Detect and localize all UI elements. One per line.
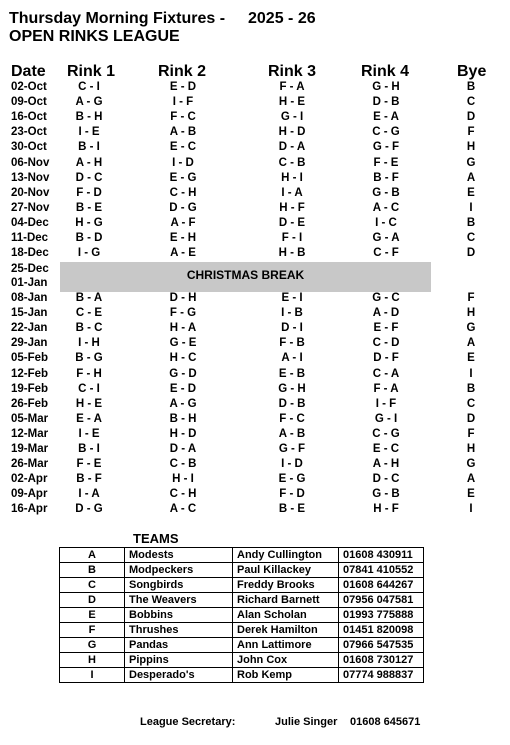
fixture-rink-2: C - B [169, 458, 197, 471]
team-name: Songbirds [125, 578, 233, 593]
fixture-rink-3: H - F [279, 201, 305, 214]
team-name: Modests [125, 548, 233, 563]
fixture-rink-1: A - G [75, 96, 103, 109]
team-letter: B [60, 563, 125, 578]
fixture-rink-4: C - D [372, 337, 400, 350]
fixture-date: 19-Mar [11, 443, 49, 455]
header-rink-3: Rink 3 [268, 63, 317, 80]
team-contact: Freddy Brooks [233, 578, 339, 593]
team-name: The Weavers [125, 593, 233, 608]
fixture-date: 16-Oct [11, 111, 47, 124]
fixture-rink-2: E - D [169, 382, 197, 395]
team-contact: Alan Scholan [233, 608, 339, 623]
fixture-rink-3: F - D [279, 488, 305, 501]
fixture-rink-3: G - H [278, 382, 306, 395]
fixture-bye: C [466, 232, 476, 244]
fixture-bye: E [467, 186, 475, 199]
fixture-rink-3: H - D [278, 126, 306, 139]
team-letter: A [60, 548, 125, 563]
team-contact: Andy Cullington [233, 548, 339, 563]
fixture-date: 26-Mar [11, 458, 49, 471]
fixture-rink-4: G - C [372, 292, 400, 304]
fixture-date: 26-Feb [11, 397, 49, 410]
fixture-rink-4: E - A [373, 111, 399, 124]
fixture-rink-4: C - A [372, 367, 400, 380]
header-bye: Bye [457, 63, 487, 80]
team-name: Desperado's [125, 668, 233, 683]
fixture-date: 09-Apr [11, 488, 48, 501]
fixture-rink-1: I - G [77, 247, 101, 260]
fixture-rink-1: H - E [75, 397, 103, 410]
team-row [60, 653, 424, 668]
fixture-bye: A [466, 337, 476, 350]
fixture-rink-2: F - G [169, 307, 197, 320]
team-contact: Derek Hamilton [233, 623, 339, 638]
team-letter: I [60, 668, 125, 683]
team-letter: C [60, 578, 125, 593]
fixture-bye: F [467, 126, 475, 139]
season-label: 2025 - 26 [248, 10, 316, 27]
fixture-rink-1: I - H [78, 337, 100, 350]
fixture-rink-1: E - A [76, 412, 102, 425]
fixture-rink-1: B - I [78, 443, 100, 455]
fixture-rink-4: F - A [373, 382, 399, 395]
team-name: Pippins [125, 653, 233, 668]
fixture-rink-3: E - G [278, 473, 306, 486]
fixture-bye: F [467, 427, 475, 440]
fixture-bye: A [466, 171, 476, 184]
fixture-date: 04-Dec [11, 216, 49, 229]
fixture-rink-4: C - G [372, 427, 400, 440]
fixture-bye: G [466, 322, 476, 335]
fixture-rink-2: C - H [169, 186, 197, 199]
fixture-date: 22-Jan [11, 322, 48, 335]
fixture-rink-4: D - F [373, 352, 399, 365]
team-contact: John Cox [233, 653, 339, 668]
fixture-rink-4: I - F [375, 397, 397, 410]
team-letter: E [60, 608, 125, 623]
fixture-rink-2: A - E [170, 247, 196, 260]
fixture-date: 12-Mar [11, 427, 49, 440]
fixture-rink-4: E - C [372, 443, 400, 455]
fixture-rink-1: H - G [75, 216, 103, 229]
league-name: OPEN RINKS LEAGUE [9, 28, 180, 45]
fixture-rink-1: F - D [76, 186, 102, 199]
team-row [60, 578, 424, 593]
fixture-rink-2: B - H [169, 412, 197, 425]
team-name: Pandas [125, 638, 233, 653]
team-row [60, 668, 424, 683]
fixture-bye: D [466, 247, 476, 260]
fixture-rink-2: D - G [169, 201, 197, 214]
fixture-date: 12-Feb [11, 367, 49, 380]
teams-heading: TEAMS [133, 531, 179, 546]
fixture-rink-3: H - E [278, 96, 306, 109]
team-phone: 01608 430911 [339, 548, 424, 563]
fixture-date: 05-Feb [11, 352, 49, 365]
fixture-date: 30-Oct [11, 141, 47, 154]
fixture-rink-4: H - F [373, 503, 399, 516]
fixture-rink-2: D - A [169, 443, 197, 455]
fixture-rink-1: B - I [78, 141, 100, 154]
fixture-rink-3: D - E [278, 216, 306, 229]
team-phone: 07966 547535 [339, 638, 424, 653]
fixture-rink-2: H - A [169, 322, 197, 335]
team-row [60, 563, 424, 578]
fixture-rink-2: D - H [169, 292, 197, 304]
fixture-rink-3: F - I [281, 232, 303, 244]
fixture-rink-3: F - B [279, 337, 305, 350]
fixture-rink-4: F - E [373, 156, 399, 169]
fixture-rink-2: E - G [169, 171, 197, 184]
fixture-rink-4: A - H [372, 458, 400, 471]
fixture-rink-3: G - I [280, 111, 304, 124]
teams-table [59, 547, 424, 683]
fixture-rink-2: I - F [172, 96, 194, 109]
fixture-rink-3: D - B [278, 397, 306, 410]
fixture-date: 06-Nov [11, 156, 50, 169]
team-phone: 01608 644267 [339, 578, 424, 593]
fixture-rink-2: A - C [169, 503, 197, 516]
fixture-bye: H [466, 443, 476, 455]
footer-label: League Secretary: [140, 716, 236, 728]
fixture-rink-2: A - G [169, 397, 197, 410]
fixture-bye: B [466, 216, 476, 229]
team-letter: G [60, 638, 125, 653]
fixture-bye: E [467, 352, 475, 365]
fixture-rink-4: C - F [373, 247, 399, 260]
fixture-date: 23-Oct [11, 126, 47, 139]
fixture-rink-3: A - I [281, 352, 303, 365]
break-date: 25-Dec [11, 263, 49, 275]
fixture-rink-3: F - A [279, 81, 305, 93]
team-letter: F [60, 623, 125, 638]
fixture-rink-2: G - D [169, 367, 197, 380]
fixture-bye: I [469, 201, 473, 214]
fixture-bye: B [466, 382, 476, 395]
fixture-rink-1: C - E [75, 307, 103, 320]
fixture-rink-3: I - B [281, 307, 303, 320]
fixture-rink-2: H - D [169, 427, 197, 440]
fixture-rink-3: H - B [278, 247, 306, 260]
team-row [60, 593, 424, 608]
fixture-rink-1: D - C [75, 171, 103, 184]
fixture-rink-1: A - H [75, 156, 103, 169]
fixture-bye: I [469, 367, 473, 380]
fixture-rink-2: I - D [172, 156, 194, 169]
fixture-date: 20-Nov [11, 186, 50, 199]
fixture-date: 02-Oct [11, 81, 47, 93]
fixture-rink-3: E - I [281, 292, 303, 304]
team-name: Bobbins [125, 608, 233, 623]
fixture-rink-2: A - F [170, 216, 196, 229]
fixture-rink-2: E - D [169, 81, 197, 93]
team-phone: 07774 988837 [339, 668, 424, 683]
team-name: Modpeckers [125, 563, 233, 578]
fixture-rink-3: A - B [278, 427, 306, 440]
team-letter: H [60, 653, 125, 668]
fixture-bye: E [467, 488, 475, 501]
team-phone: 01993 775888 [339, 608, 424, 623]
fixture-bye: G [466, 156, 476, 169]
fixture-date: 16-Apr [11, 503, 48, 516]
fixture-date: 11-Dec [11, 232, 49, 244]
fixture-rink-3: B - E [278, 503, 306, 516]
team-contact: Richard Barnett [233, 593, 339, 608]
fixture-bye: H [466, 307, 476, 320]
fixture-rink-4: B - F [373, 171, 399, 184]
fixture-rink-3: F - C [279, 412, 305, 425]
fixture-rink-2: C - H [169, 488, 197, 501]
team-letter: D [60, 593, 125, 608]
team-row [60, 608, 424, 623]
fixture-rink-1: I - E [78, 126, 100, 139]
document-title: Thursday Morning Fixtures - [9, 10, 226, 27]
fixture-bye: I [469, 503, 473, 516]
fixture-rink-1: B - A [75, 292, 103, 304]
fixture-rink-2: H - I [172, 473, 194, 486]
team-phone: 01608 730127 [339, 653, 424, 668]
fixture-rink-1: D - G [75, 503, 103, 516]
fixture-rink-4: G - B [372, 186, 400, 199]
header-rink-2: Rink 2 [158, 63, 207, 80]
fixture-date: 18-Dec [11, 247, 49, 260]
header-rink-4: Rink 4 [361, 63, 410, 80]
fixture-date: 29-Jan [11, 337, 48, 350]
fixture-rink-2: H - C [169, 352, 197, 365]
header-date: Date [11, 63, 46, 80]
fixture-rink-4: E - F [373, 322, 399, 335]
fixture-rink-4: D - C [372, 473, 400, 486]
footer-phone: 01608 645671 [350, 716, 421, 728]
fixture-rink-1: B - F [76, 473, 102, 486]
fixture-rink-3: C - B [278, 156, 306, 169]
team-contact: Paul Killackey [233, 563, 339, 578]
fixture-bye: C [466, 397, 476, 410]
fixture-rink-4: G - B [372, 488, 400, 501]
team-phone: 07956 047581 [339, 593, 424, 608]
team-row [60, 638, 424, 653]
team-phone: 01451 820098 [339, 623, 424, 638]
fixture-rink-1: B - D [75, 232, 103, 244]
team-contact: Ann Lattimore [233, 638, 339, 653]
fixture-rink-3: I - A [281, 186, 303, 199]
fixture-rink-1: B - H [75, 111, 103, 124]
fixture-rink-1: C - I [78, 81, 100, 93]
team-phone: 07841 410552 [339, 563, 424, 578]
fixture-bye: D [466, 412, 476, 425]
fixture-rink-3: D - I [281, 322, 303, 335]
fixture-rink-1: B - C [75, 322, 103, 335]
fixture-rink-3: D - A [278, 141, 306, 154]
fixture-rink-4: D - B [372, 96, 400, 109]
fixture-rink-2: A - B [169, 126, 197, 139]
fixture-date: 09-Oct [11, 96, 47, 109]
fixture-rink-4: C - G [372, 126, 400, 139]
fixture-date: 02-Apr [11, 473, 48, 486]
fixture-rink-3: G - F [278, 443, 306, 455]
fixture-bye: H [466, 141, 476, 154]
fixture-rink-2: E - C [169, 141, 197, 154]
fixture-rink-1: F - E [76, 458, 102, 471]
fixture-rink-2: F - C [170, 111, 196, 124]
fixture-bye: A [466, 473, 476, 486]
fixture-rink-4: G - I [374, 412, 398, 425]
fixture-date: 08-Jan [11, 292, 48, 304]
team-row [60, 623, 424, 638]
fixture-bye: B [466, 81, 476, 93]
fixture-date: 27-Nov [11, 201, 50, 214]
christmas-break-banner: CHRISTMAS BREAK [60, 262, 431, 292]
fixture-date: 19-Feb [11, 382, 49, 395]
fixture-rink-1: C - I [78, 382, 100, 395]
fixture-bye: G [466, 458, 476, 471]
fixture-rink-4: G - H [372, 81, 400, 93]
team-contact: Rob Kemp [233, 668, 339, 683]
fixture-rink-2: G - E [169, 337, 197, 350]
fixture-rink-1: B - G [75, 352, 103, 365]
fixture-date: 05-Mar [11, 412, 49, 425]
team-row [60, 548, 424, 563]
break-date: 01-Jan [11, 277, 48, 289]
fixture-rink-4: A - D [372, 307, 400, 320]
header-rink-1: Rink 1 [67, 63, 116, 80]
fixture-rink-1: F - H [76, 367, 102, 380]
team-name: Thrushes [125, 623, 233, 638]
fixture-bye: F [467, 292, 475, 304]
fixture-rink-1: B - E [75, 201, 103, 214]
fixture-rink-1: I - E [78, 427, 100, 440]
fixture-rink-3: H - I [281, 171, 303, 184]
fixture-rink-3: E - B [278, 367, 306, 380]
fixture-date: 13-Nov [11, 171, 50, 184]
fixture-rink-4: G - A [372, 232, 400, 244]
fixture-rink-4: I - C [375, 216, 397, 229]
fixture-bye: C [466, 96, 476, 109]
fixture-rink-3: I - D [281, 458, 303, 471]
footer-name: Julie Singer [275, 716, 338, 728]
fixture-rink-4: A - C [372, 201, 400, 214]
fixture-rink-1: I - A [78, 488, 100, 501]
fixture-date: 15-Jan [11, 307, 48, 320]
fixture-bye: D [466, 111, 476, 124]
fixture-rink-2: E - H [169, 232, 197, 244]
fixture-rink-4: G - F [372, 141, 400, 154]
